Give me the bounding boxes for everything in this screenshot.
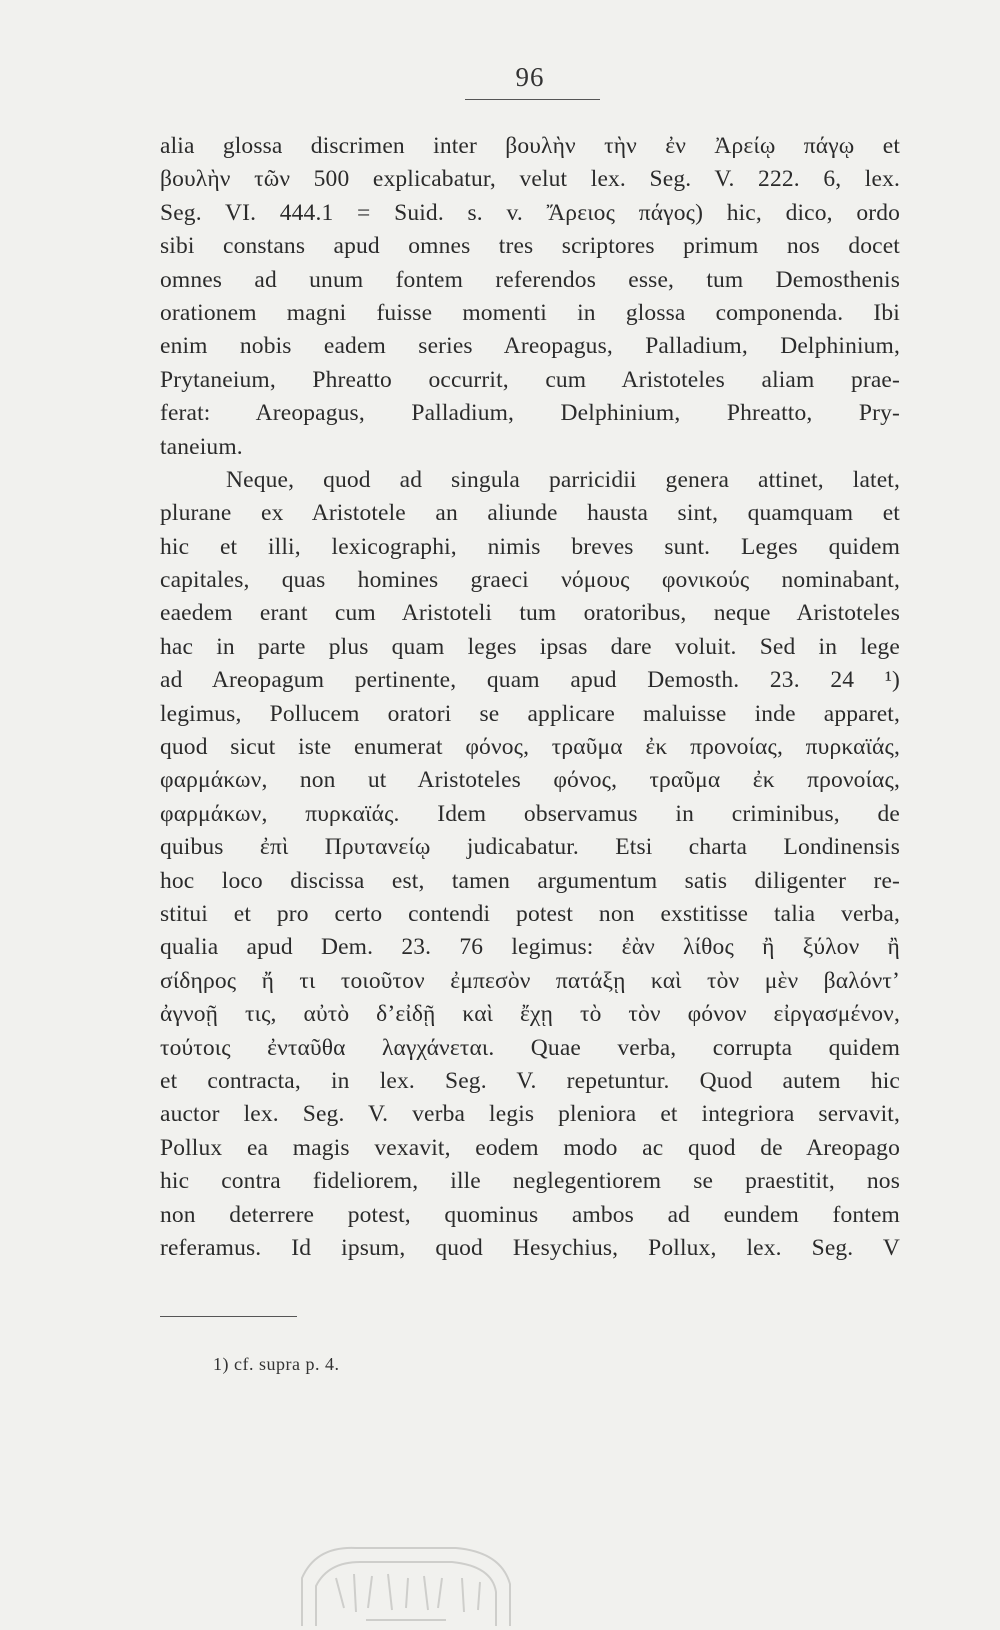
text-line: non deterrere potest, quominus ambos ad eundem fontem xyxy=(160,1201,900,1228)
text-line: capitales, quas homines graeci νόμους φονικούς nominabant, xyxy=(160,567,900,594)
text-line: alia glossa discrimen inter βουλὴν τὴν ἐν Ἀρείῳ πάγῳ et xyxy=(160,133,900,159)
body-text xyxy=(160,130,900,1265)
text-line: φαρμάκων, non ut Aristoteles φόνος, τραῦμα ἐκ προνοίας, xyxy=(160,767,900,794)
text-line: quibus ἐπὶ Πρυτανείῳ judicabatur. Etsi charta Londinensis xyxy=(160,834,900,861)
header-rule xyxy=(465,99,600,100)
text-line: quod sicut iste enumerat φόνος, τραῦμα ἐκ προνοίας, πυρκαϊάς, xyxy=(160,734,900,761)
text-line: taneium. xyxy=(160,433,243,460)
text-line: hic et illi, lexicographi, nimis breves sunt. Leges quidem xyxy=(160,533,900,560)
text-line: plurane ex Aristotele an aliunde hausta sint, quamquam et xyxy=(160,500,900,527)
footnote-rule xyxy=(160,1316,297,1317)
text-line: omnes ad unum fontem referendos esse, tum Demosthenis xyxy=(160,266,900,293)
footnote: 1) cf. supra p. 4. xyxy=(213,1354,340,1374)
library-stamp-icon xyxy=(296,1538,518,1630)
text-line: referamus. Id ipsum, quod Hesychius, Pollux, lex. Seg. V xyxy=(160,1234,900,1261)
text-line: hac in parte plus quam leges ipsas dare voluit. Sed in lege xyxy=(160,633,900,660)
text-line: hoc loco discissa est, tamen argumentum satis diligenter re- xyxy=(160,867,900,894)
text-line: sibi constans apud omnes tres scriptores primum nos docet xyxy=(160,233,900,260)
text-line: φαρμάκων, πυρκαϊάς. Idem observamus in criminibus, de xyxy=(160,800,900,827)
text-line: et contracta, in lex. Seg. V. repetuntur. Quod autem hic xyxy=(160,1067,900,1094)
text-line: auctor lex. Seg. V. verba legis pleniora et integriora servavit, xyxy=(160,1101,900,1128)
text-line: hic contra fideliorem, ille neglegentiorem se praestitit, nos xyxy=(160,1168,900,1195)
text-line: enim nobis eadem series Areopagus, Palladium, Delphinium, xyxy=(160,333,900,360)
text-line: σίδηρος ἤ τι τοιοῦτον ἐμπεσὸν πατάξῃ καὶ τὸν μὲν βαλόντ’ xyxy=(160,967,900,994)
text-line: τούτοις ἐνταῦθα λαγχάνεται. Quae verba, corrupta quidem xyxy=(160,1034,900,1061)
text-line: βουλὴν τῶν 500 explicabatur, velut lex. Seg. V. 222. 6, lex. xyxy=(160,166,900,193)
text-line: Prytaneium, Phreatto occurrit, cum Aristoteles aliam prae- xyxy=(160,366,900,393)
text-line: eaedem erant cum Aristoteli tum oratoribus, neque Aristoteles xyxy=(160,600,900,627)
text-line: legimus, Pollucem oratori se applicare maluisse inde apparet, xyxy=(160,700,900,727)
text-line: Seg. VI. 444.1 = Suid. s. v. Ἄρειος πάγος) hic, dico, ordo xyxy=(160,199,900,226)
text-line: Neque, quod ad singula parricidii genera attinet, latet, xyxy=(226,466,900,493)
text-line: ad Areopagum pertinente, quam apud Demosth. 23. 24 ¹) xyxy=(160,667,900,694)
page-number: 96 xyxy=(515,62,545,92)
text-line: ἀγνοῇ τις, αὐτὸ δ’εἰδῇ καὶ ἔχῃ τὸ τὸν φόνον εἰργασμένον, xyxy=(160,1001,900,1028)
text-line: ferat: Areopagus, Palladium, Delphinium, Phreatto, Pry- xyxy=(160,400,900,427)
text-line: orationem magni fuisse momenti in glossa componenda. Ibi xyxy=(160,299,900,326)
text-line: Pollux ea magis vexavit, eodem modo ac quod de Areopago xyxy=(160,1134,900,1161)
text-line: stitui et pro certo contendi potest non exstitisse talia verba, xyxy=(160,900,900,927)
text-line: qualia apud Dem. 23. 76 legimus: ἐὰν λίθος ἢ ξύλον ἢ xyxy=(160,934,900,961)
